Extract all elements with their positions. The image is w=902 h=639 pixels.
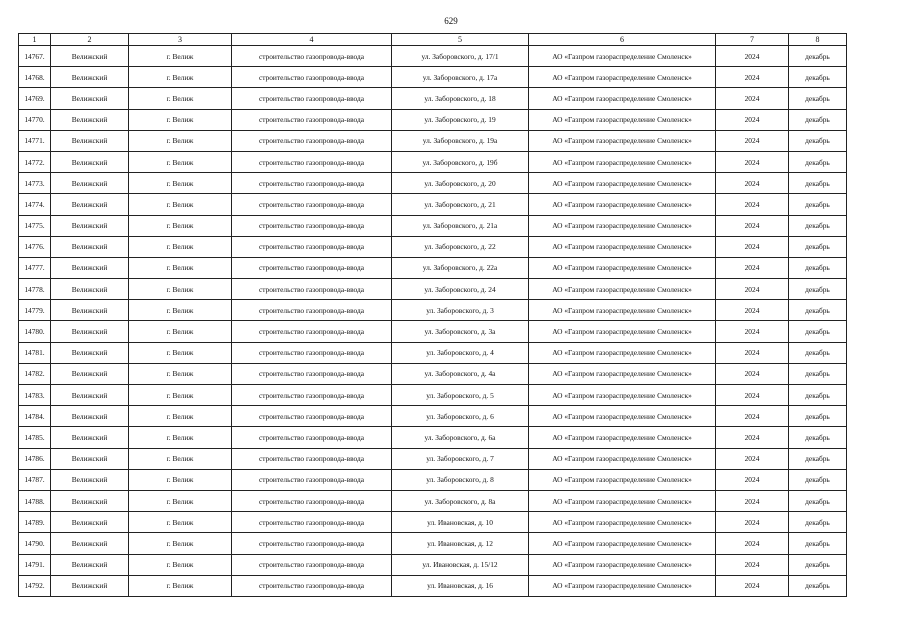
address-cell: ул. Ивановская, д. 10 — [392, 512, 529, 533]
table-row — [19, 173, 847, 194]
work-type-cell: строительство газопровода-ввода — [232, 321, 392, 342]
row-number-cell: 14791. — [19, 554, 51, 575]
document-table — [18, 33, 847, 597]
organization-cell: АО «Газпром газораспределение Смоленск» — [529, 46, 716, 67]
year-cell: 2024 — [716, 300, 789, 321]
year-cell: 2024 — [716, 173, 789, 194]
organization-cell: АО «Газпром газораспределение Смоленск» — [529, 427, 716, 448]
district-cell: Велижский — [51, 490, 129, 511]
table-row — [19, 151, 847, 172]
month-cell: декабрь — [789, 385, 847, 406]
month-cell: декабрь — [789, 448, 847, 469]
table-row — [19, 342, 847, 363]
work-type-cell: строительство газопровода-ввода — [232, 427, 392, 448]
table-row — [19, 533, 847, 554]
organization-cell: АО «Газпром газораспределение Смоленск» — [529, 151, 716, 172]
locality-cell: г. Велиж — [129, 406, 232, 427]
address-cell: ул. Заборовского, д. 24 — [392, 279, 529, 300]
year-cell: 2024 — [716, 448, 789, 469]
year-cell: 2024 — [716, 88, 789, 109]
month-cell: декабрь — [789, 512, 847, 533]
month-cell: декабрь — [789, 490, 847, 511]
address-cell: ул. Ивановская, д. 16 — [392, 575, 529, 596]
row-number-cell: 14767. — [19, 46, 51, 67]
year-cell: 2024 — [716, 257, 789, 278]
district-cell: Велижский — [51, 257, 129, 278]
month-cell: декабрь — [789, 363, 847, 384]
district-cell: Велижский — [51, 300, 129, 321]
row-number-cell: 14786. — [19, 448, 51, 469]
month-cell: декабрь — [789, 215, 847, 236]
work-type-cell: строительство газопровода-ввода — [232, 469, 392, 490]
locality-cell: г. Велиж — [129, 88, 232, 109]
locality-cell: г. Велиж — [129, 321, 232, 342]
year-cell: 2024 — [716, 67, 789, 88]
header-cell-1: 1 — [19, 34, 51, 46]
district-cell: Велижский — [51, 406, 129, 427]
row-number-cell: 14775. — [19, 215, 51, 236]
district-cell: Велижский — [51, 151, 129, 172]
year-cell: 2024 — [716, 342, 789, 363]
district-cell: Велижский — [51, 236, 129, 257]
work-type-cell: строительство газопровода-ввода — [232, 109, 392, 130]
district-cell: Велижский — [51, 448, 129, 469]
district-cell: Велижский — [51, 385, 129, 406]
table-row — [19, 427, 847, 448]
address-cell: ул. Заборовского, д. 17а — [392, 67, 529, 88]
month-cell: декабрь — [789, 279, 847, 300]
address-cell: ул. Заборовского, д. 5 — [392, 385, 529, 406]
address-cell: ул. Заборовского, д. 3а — [392, 321, 529, 342]
organization-cell: АО «Газпром газораспределение Смоленск» — [529, 406, 716, 427]
month-cell: декабрь — [789, 151, 847, 172]
organization-cell: АО «Газпром газораспределение Смоленск» — [529, 321, 716, 342]
month-cell: декабрь — [789, 554, 847, 575]
table-row — [19, 279, 847, 300]
row-number-cell: 14771. — [19, 130, 51, 151]
row-number-cell: 14777. — [19, 257, 51, 278]
year-cell: 2024 — [716, 385, 789, 406]
year-cell: 2024 — [716, 215, 789, 236]
row-number-cell: 14770. — [19, 109, 51, 130]
district-cell: Велижский — [51, 363, 129, 384]
district-cell: Велижский — [51, 279, 129, 300]
month-cell: декабрь — [789, 533, 847, 554]
district-cell: Велижский — [51, 554, 129, 575]
row-number-cell: 14774. — [19, 194, 51, 215]
locality-cell: г. Велиж — [129, 173, 232, 194]
work-type-cell: строительство газопровода-ввода — [232, 257, 392, 278]
locality-cell: г. Велиж — [129, 46, 232, 67]
month-cell: декабрь — [789, 173, 847, 194]
month-cell: декабрь — [789, 236, 847, 257]
row-number-cell: 14776. — [19, 236, 51, 257]
locality-cell: г. Велиж — [129, 279, 232, 300]
locality-cell: г. Велиж — [129, 469, 232, 490]
work-type-cell: строительство газопровода-ввода — [232, 215, 392, 236]
locality-cell: г. Велиж — [129, 236, 232, 257]
organization-cell: АО «Газпром газораспределение Смоленск» — [529, 67, 716, 88]
month-cell: декабрь — [789, 88, 847, 109]
locality-cell: г. Велиж — [129, 385, 232, 406]
month-cell: декабрь — [789, 427, 847, 448]
address-cell: ул. Заборовского, д. 6 — [392, 406, 529, 427]
table-row — [19, 448, 847, 469]
year-cell: 2024 — [716, 46, 789, 67]
work-type-cell: строительство газопровода-ввода — [232, 533, 392, 554]
organization-cell: АО «Газпром газораспределение Смоленск» — [529, 533, 716, 554]
table-row — [19, 363, 847, 384]
organization-cell: АО «Газпром газораспределение Смоленск» — [529, 130, 716, 151]
row-number-cell: 14768. — [19, 67, 51, 88]
locality-cell: г. Велиж — [129, 533, 232, 554]
address-cell: ул. Заборовского, д. 20 — [392, 173, 529, 194]
address-cell: ул. Заборовского, д. 19б — [392, 151, 529, 172]
year-cell: 2024 — [716, 427, 789, 448]
year-cell: 2024 — [716, 363, 789, 384]
address-cell: ул. Заборовского, д. 17/1 — [392, 46, 529, 67]
month-cell: декабрь — [789, 342, 847, 363]
work-type-cell: строительство газопровода-ввода — [232, 88, 392, 109]
district-cell: Велижский — [51, 46, 129, 67]
organization-cell: АО «Газпром газораспределение Смоленск» — [529, 512, 716, 533]
address-cell: ул. Заборовского, д. 4а — [392, 363, 529, 384]
work-type-cell: строительство газопровода-ввода — [232, 406, 392, 427]
table-body — [19, 34, 847, 597]
row-number-cell: 14785. — [19, 427, 51, 448]
year-cell: 2024 — [716, 279, 789, 300]
row-number-cell: 14772. — [19, 151, 51, 172]
year-cell: 2024 — [716, 533, 789, 554]
locality-cell: г. Велиж — [129, 512, 232, 533]
row-number-cell: 14780. — [19, 321, 51, 342]
row-number-cell: 14782. — [19, 363, 51, 384]
address-cell: ул. Заборовского, д. 7 — [392, 448, 529, 469]
table-row — [19, 554, 847, 575]
table-row — [19, 236, 847, 257]
address-cell: ул. Ивановская, д. 15/12 — [392, 554, 529, 575]
address-cell: ул. Ивановская, д. 12 — [392, 533, 529, 554]
table-row — [19, 194, 847, 215]
district-cell: Велижский — [51, 88, 129, 109]
row-number-cell: 14769. — [19, 88, 51, 109]
address-cell: ул. Заборовского, д. 22а — [392, 257, 529, 278]
table-row — [19, 385, 847, 406]
table-row — [19, 406, 847, 427]
organization-cell: АО «Газпром газораспределение Смоленск» — [529, 109, 716, 130]
month-cell: декабрь — [789, 194, 847, 215]
address-cell: ул. Заборовского, д. 19а — [392, 130, 529, 151]
organization-cell: АО «Газпром газораспределение Смоленск» — [529, 575, 716, 596]
year-cell: 2024 — [716, 554, 789, 575]
district-cell: Велижский — [51, 67, 129, 88]
district-cell: Велижский — [51, 575, 129, 596]
table-row — [19, 321, 847, 342]
locality-cell: г. Велиж — [129, 194, 232, 215]
work-type-cell: строительство газопровода-ввода — [232, 554, 392, 575]
district-cell: Велижский — [51, 194, 129, 215]
address-cell: ул. Заборовского, д. 8 — [392, 469, 529, 490]
address-cell: ул. Заборовского, д. 6а — [392, 427, 529, 448]
organization-cell: АО «Газпром газораспределение Смоленск» — [529, 363, 716, 384]
district-cell: Велижский — [51, 512, 129, 533]
locality-cell: г. Велиж — [129, 151, 232, 172]
table-row — [19, 130, 847, 151]
work-type-cell: строительство газопровода-ввода — [232, 194, 392, 215]
locality-cell: г. Велиж — [129, 427, 232, 448]
row-number-cell: 14778. — [19, 279, 51, 300]
table-row — [19, 469, 847, 490]
header-cell-3: 3 — [129, 34, 232, 46]
work-type-cell: строительство газопровода-ввода — [232, 363, 392, 384]
table-row — [19, 257, 847, 278]
organization-cell: АО «Газпром газораспределение Смоленск» — [529, 554, 716, 575]
locality-cell: г. Велиж — [129, 67, 232, 88]
table-row — [19, 300, 847, 321]
organization-cell: АО «Газпром газораспределение Смоленск» — [529, 88, 716, 109]
row-number-cell: 14773. — [19, 173, 51, 194]
year-cell: 2024 — [716, 469, 789, 490]
month-cell: декабрь — [789, 300, 847, 321]
address-cell: ул. Заборовского, д. 19 — [392, 109, 529, 130]
work-type-cell: строительство газопровода-ввода — [232, 67, 392, 88]
locality-cell: г. Велиж — [129, 215, 232, 236]
organization-cell: АО «Газпром газораспределение Смоленск» — [529, 448, 716, 469]
month-cell: декабрь — [789, 109, 847, 130]
header-cell-8: 8 — [789, 34, 847, 46]
district-cell: Велижский — [51, 469, 129, 490]
organization-cell: АО «Газпром газораспределение Смоленск» — [529, 257, 716, 278]
month-cell: декабрь — [789, 406, 847, 427]
row-number-cell: 14784. — [19, 406, 51, 427]
work-type-cell: строительство газопровода-ввода — [232, 46, 392, 67]
district-cell: Велижский — [51, 215, 129, 236]
table-row — [19, 88, 847, 109]
year-cell: 2024 — [716, 151, 789, 172]
table-row — [19, 67, 847, 88]
row-number-cell: 14789. — [19, 512, 51, 533]
organization-cell: АО «Газпром газораспределение Смоленск» — [529, 342, 716, 363]
work-type-cell: строительство газопровода-ввода — [232, 173, 392, 194]
header-cell-7: 7 — [716, 34, 789, 46]
year-cell: 2024 — [716, 321, 789, 342]
year-cell: 2024 — [716, 194, 789, 215]
work-type-cell: строительство газопровода-ввода — [232, 236, 392, 257]
organization-cell: АО «Газпром газораспределение Смоленск» — [529, 469, 716, 490]
organization-cell: АО «Газпром газораспределение Смоленск» — [529, 194, 716, 215]
table-row — [19, 512, 847, 533]
organization-cell: АО «Газпром газораспределение Смоленск» — [529, 215, 716, 236]
locality-cell: г. Велиж — [129, 448, 232, 469]
work-type-cell: строительство газопровода-ввода — [232, 575, 392, 596]
table-row — [19, 109, 847, 130]
header-cell-5: 5 — [392, 34, 529, 46]
district-cell: Велижский — [51, 321, 129, 342]
work-type-cell: строительство газопровода-ввода — [232, 490, 392, 511]
organization-cell: АО «Газпром газораспределение Смоленск» — [529, 490, 716, 511]
year-cell: 2024 — [716, 130, 789, 151]
work-type-cell: строительство газопровода-ввода — [232, 279, 392, 300]
work-type-cell: строительство газопровода-ввода — [232, 448, 392, 469]
locality-cell: г. Велиж — [129, 300, 232, 321]
year-cell: 2024 — [716, 236, 789, 257]
month-cell: декабрь — [789, 46, 847, 67]
address-cell: ул. Заборовского, д. 21а — [392, 215, 529, 236]
district-cell: Велижский — [51, 342, 129, 363]
month-cell: декабрь — [789, 469, 847, 490]
row-number-cell: 14788. — [19, 490, 51, 511]
month-cell: декабрь — [789, 575, 847, 596]
address-cell: ул. Заборовского, д. 8а — [392, 490, 529, 511]
month-cell: декабрь — [789, 130, 847, 151]
work-type-cell: строительство газопровода-ввода — [232, 512, 392, 533]
row-number-cell: 14790. — [19, 533, 51, 554]
year-cell: 2024 — [716, 512, 789, 533]
address-cell: ул. Заборовского, д. 18 — [392, 88, 529, 109]
address-cell: ул. Заборовского, д. 3 — [392, 300, 529, 321]
header-cell-4: 4 — [232, 34, 392, 46]
month-cell: декабрь — [789, 257, 847, 278]
address-cell: ул. Заборовского, д. 21 — [392, 194, 529, 215]
district-cell: Велижский — [51, 130, 129, 151]
organization-cell: АО «Газпром газораспределение Смоленск» — [529, 173, 716, 194]
row-number-cell: 14781. — [19, 342, 51, 363]
month-cell: декабрь — [789, 67, 847, 88]
work-type-cell: строительство газопровода-ввода — [232, 151, 392, 172]
header-cell-2: 2 — [51, 34, 129, 46]
row-number-cell: 14792. — [19, 575, 51, 596]
year-cell: 2024 — [716, 490, 789, 511]
locality-cell: г. Велиж — [129, 130, 232, 151]
table-row — [19, 490, 847, 511]
organization-cell: АО «Газпром газораспределение Смоленск» — [529, 385, 716, 406]
organization-cell: АО «Газпром газораспределение Смоленск» — [529, 300, 716, 321]
year-cell: 2024 — [716, 575, 789, 596]
district-cell: Велижский — [51, 533, 129, 554]
work-type-cell: строительство газопровода-ввода — [232, 300, 392, 321]
locality-cell: г. Велиж — [129, 363, 232, 384]
row-number-cell: 14783. — [19, 385, 51, 406]
locality-cell: г. Велиж — [129, 257, 232, 278]
address-cell: ул. Заборовского, д. 4 — [392, 342, 529, 363]
work-type-cell: строительство газопровода-ввода — [232, 130, 392, 151]
table-row — [19, 575, 847, 596]
locality-cell: г. Велиж — [129, 342, 232, 363]
table-row — [19, 215, 847, 236]
row-number-cell: 14787. — [19, 469, 51, 490]
month-cell: декабрь — [789, 321, 847, 342]
locality-cell: г. Велиж — [129, 109, 232, 130]
district-cell: Велижский — [51, 109, 129, 130]
organization-cell: АО «Газпром газораспределение Смоленск» — [529, 279, 716, 300]
year-cell: 2024 — [716, 406, 789, 427]
locality-cell: г. Велиж — [129, 554, 232, 575]
locality-cell: г. Велиж — [129, 490, 232, 511]
district-cell: Велижский — [51, 427, 129, 448]
table-row — [19, 46, 847, 67]
year-cell: 2024 — [716, 109, 789, 130]
page-number: 629 — [444, 16, 458, 26]
organization-cell: АО «Газпром газораспределение Смоленск» — [529, 236, 716, 257]
header-cell-6: 6 — [529, 34, 716, 46]
work-type-cell: строительство газопровода-ввода — [232, 385, 392, 406]
locality-cell: г. Велиж — [129, 575, 232, 596]
header-row — [19, 34, 847, 46]
row-number-cell: 14779. — [19, 300, 51, 321]
address-cell: ул. Заборовского, д. 22 — [392, 236, 529, 257]
work-type-cell: строительство газопровода-ввода — [232, 342, 392, 363]
district-cell: Велижский — [51, 173, 129, 194]
